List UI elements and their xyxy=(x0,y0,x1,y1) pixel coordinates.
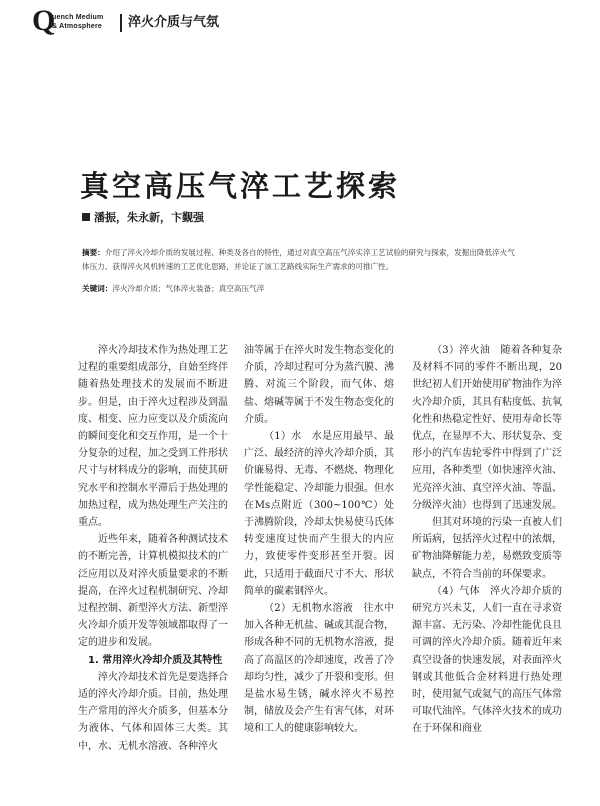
header-divider xyxy=(120,14,122,32)
authors xyxy=(82,210,204,226)
journal-logo-text xyxy=(52,13,103,31)
paragraph: 淬火冷却技术首先是要选择合适的淬火冷却介质。目前，热处理生产常用的淬火介质多，但基本分为液体、气体和固体三大类。其中，水、无机水溶液、各种淬火 xyxy=(78,671,228,752)
body-column-2 xyxy=(244,342,394,738)
body-column-1 xyxy=(78,342,228,755)
keywords xyxy=(82,282,522,296)
body-column-3 xyxy=(412,342,562,738)
paragraph: （4）气体 淬火冷却介质的研究方兴未艾，人们一直在寻求资源丰富、无污染、冷却性能优良且可调的淬火冷却介质。随着近年来真空设备的快速发展，对表面淬火钢或其他低合金材料进行热处理时，使用氮气或氦气的高压气体常可取代油淬。气体淬火技术的成功在于环保和商业 xyxy=(412,585,562,735)
page-header xyxy=(32,4,572,38)
paragraph: 淬火冷却技术作为热处理工艺过程的重要组成部分，自始至终伴随着热处理技术的发展而不断进步。但是，由于淬火过程涉及到温度、相变、应力应变以及介质流向的瞬间变化和交互作用，是一个十分复杂的过程，加之受到工件形状尺寸与材料成分的影响，而使其研究水平和控制水平滞后于热处理的加热过程，成为热处理生产关注的重点。 xyxy=(78,345,228,529)
paragraph: 近些年来，随着各种测试技术的不断完善，计算机模拟技术的广泛应用以及对淬火质量要求的不断提高，在淬火过程机制研究、冷却过程控制、新型淬火方法、新型淬火冷却介质开发等领域都取得了一定的进步和发展。 xyxy=(78,534,228,649)
abstract-text: 介绍了淬火冷却介质的发展过程、种类及各自的特性，通过对真空高压气淬实淬工艺试验的研究与探索，发掘出降低淬火气体压力、获得淬火风机转速的工艺优化思路，并论证了该工艺路线实际生产需求的可推广性。 xyxy=(82,248,515,271)
section-heading: 1. 常用淬火冷却介质及其特性 xyxy=(88,654,223,666)
paragraph: 但其对环境的污染一直被人们所诟病，包括淬火过程中的浓烟，矿物油降解能力差，易燃致变质等缺点，不符合当前的环保要求。 xyxy=(412,517,562,580)
paragraph: （1）水 水是应用最早、最广泛、最经济的淬火冷却介质，其价廉易得、无毒、不燃烧、物理化学性能稳定、冷却能力很强。但水在Ms点附近（300~100℃）处于沸腾阶段，冷却太快易使马氏体转变速度过快而产生很大的内应力，致使零件变形甚至开裂。因此，只适用于截面尺寸不大、形状简单的碳素钢淬火。 xyxy=(244,431,394,597)
abstract-label: 摘要： xyxy=(82,248,105,257)
keywords-label: 关键词： xyxy=(82,284,113,293)
journal-logo-line2: & Atmosphere xyxy=(52,23,102,30)
author-names: 潘振，朱永新，卞觐强 xyxy=(94,211,204,224)
keywords-text: 淬火冷却介质；气体淬火装备；真空高压气淬 xyxy=(112,284,265,293)
abstract xyxy=(82,246,522,274)
paragraph: （3）淬火油 随着各种复杂及材料不同的零件不断出现，20世纪初人们开始使用矿物油作为淬火冷却介质，其具有粘度低、抗氧化性和热稳定性好、使用寿命长等优点，在显厚不大、形状复杂、变形小的汽车齿轮零件中得到了广泛应用，各种类型（如快速淬火油、光亮淬火油、真空淬火油、等温、分级淬火油）也得到了迅速发展。 xyxy=(412,345,562,511)
paragraph-continued: 油等属于在淬火时发生物态变化的介质，冷却过程可分为蒸汽膜、沸腾、对流三个阶段，而气体、熔盐、熔碱等属于不发生物态变化的介质。 xyxy=(244,345,394,425)
journal-logo-line1: uench Medium xyxy=(52,14,104,21)
author-marker-icon xyxy=(82,213,90,221)
article-title: 真空高压气淬工艺探索 xyxy=(80,169,401,203)
section-title: 淬火介质与气氛 xyxy=(128,15,220,30)
journal-logo-letter: Q xyxy=(32,4,56,37)
paragraph: （2）无机物水溶液 往水中加入各种无机盐、碱或其混合物，形成各种不同的无机物水溶液，提高了高温区的冷却速度，改善了冷却均匀性，减少了开裂和变形。但是盐水易生锈，碱水淬火不易控制，储放及会产生有害气体，对环境和工人的健康影响较大。 xyxy=(244,603,394,735)
